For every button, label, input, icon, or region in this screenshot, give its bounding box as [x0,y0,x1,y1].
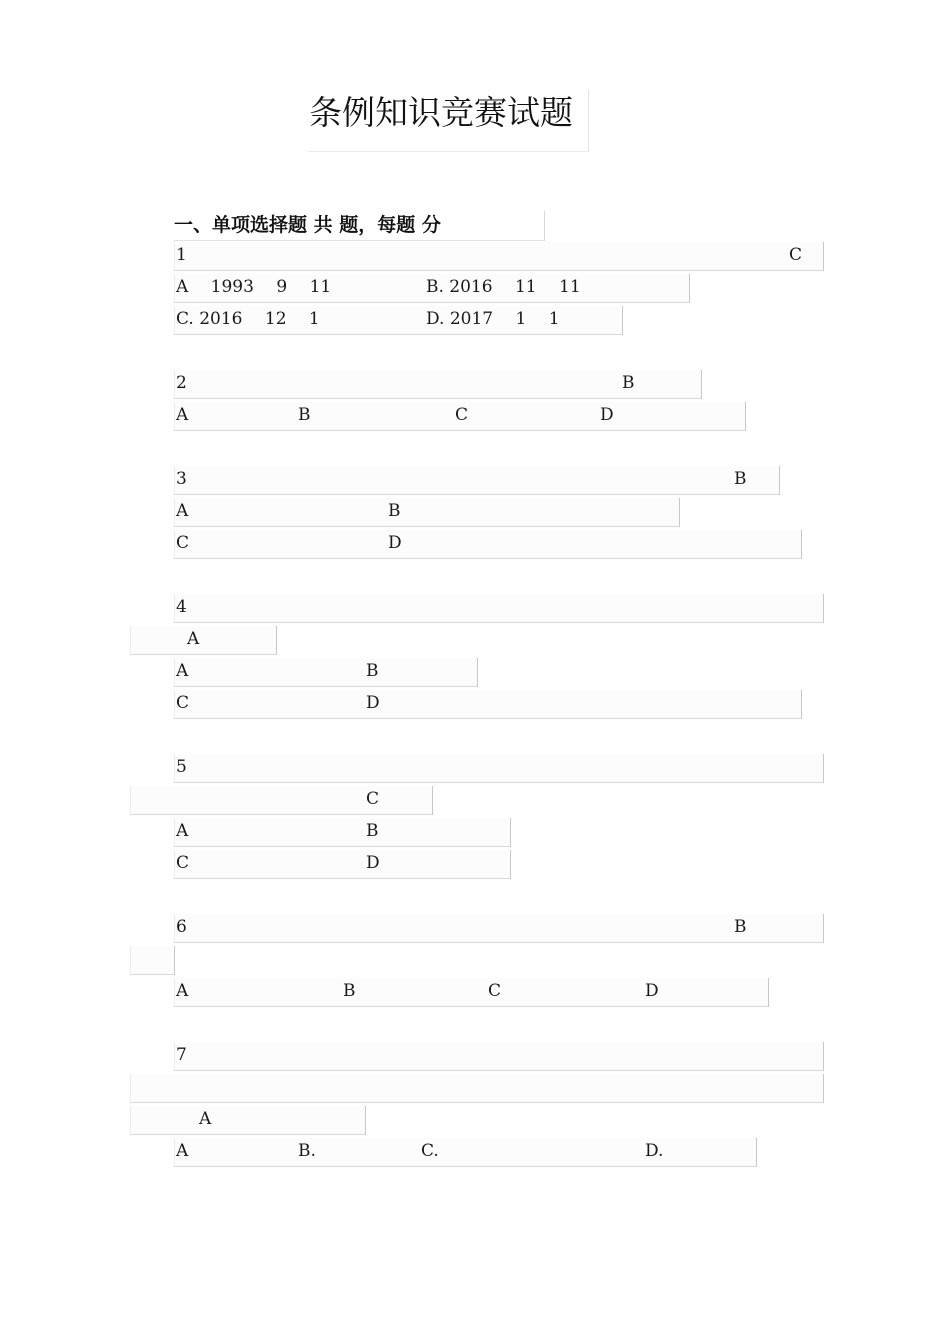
q5-options-ab [174,818,511,847]
q5-option-c: C [176,853,292,873]
q5-option-d: D [366,853,482,873]
q3-option-b: B [388,501,605,521]
q7-stem-end [130,1106,366,1135]
q1-option-b: B. 2016 11 11 [426,277,598,297]
q4-answer: A [187,629,256,649]
q6-options [174,978,769,1007]
q4-stem-continued [130,626,277,655]
q5-option-b: B [366,821,481,841]
q4-stem [174,594,824,623]
q6-stem [174,914,824,943]
section-heading: 一、单项选择题 共 题，每题 分 [174,211,545,241]
q1-options-cd [174,306,623,335]
q2-option-c: C [455,405,554,425]
q3-stem [174,466,780,495]
q1-text: 1 [176,245,459,265]
q7-stem-continued [130,1074,824,1103]
q5-text: 5 [176,757,680,777]
q5-options-cd [174,850,511,879]
q1-option-c: C. 2016 12 1 [176,309,337,329]
q6-stem-continued [130,946,175,975]
q4-option-c: C [176,693,241,713]
q1-options-ab [174,274,690,303]
q3-option-c: C [176,533,326,553]
q2-option-d: D [600,405,716,425]
q4-text-continued [132,626,166,653]
q5-text-continued [132,786,302,813]
q1-option-d: D. 2017 1 1 [426,309,577,329]
q2-option-b: B [298,405,396,425]
q5-answer: C [366,789,419,809]
q2-answer: B [622,373,674,393]
q6-option-c: C [488,981,587,1001]
q6-option-b: B [343,981,441,1001]
q7-stem [174,1042,824,1071]
q4-option-d: D [366,693,703,713]
q7-option-d: D. [645,1141,732,1161]
q7-option-b: B. [298,1141,356,1161]
q3-options-ab [174,498,680,527]
q5-stem-continued [130,786,433,815]
q4-options-ab [174,658,478,687]
q1-text-part [544,242,612,269]
q1-stem [174,242,824,271]
q6-text: 6 [176,917,595,937]
q4-options-cd [174,690,802,719]
q2-options [174,402,746,431]
q7-text-continued [132,1074,676,1101]
q3-text: 3 [176,469,595,489]
q3-answer: B [734,469,769,489]
page-title: 条例知识竞赛试题 [307,90,589,152]
q6-option-a: A [176,981,274,1001]
q4-text: 4 [176,597,680,617]
q5-option-a: A [176,821,291,841]
q1-answer: C [789,245,820,265]
q2-stem [174,370,702,399]
q3-options-cd [174,530,802,559]
q7-text: 7 [176,1045,680,1065]
q6-option-d: D [645,981,744,1001]
q2-text: 2 [176,373,510,393]
q1-text-part [627,242,712,269]
q6-answer: B [734,917,803,937]
q5-stem [174,754,824,783]
q4-option-b: B [366,661,430,681]
q3-option-d: D [388,533,708,553]
q7-option-a: A [176,1141,240,1161]
q1-text-part [758,242,775,269]
q6-text-continued [132,946,166,973]
q1-option-a: A 1993 9 11 [176,277,349,297]
q7-answer: A [199,1109,319,1129]
q4-option-a: A [176,661,240,681]
q3-option-a: A [176,501,257,521]
q7-text-end [132,1106,166,1133]
q7-options [174,1138,757,1167]
q2-option-a: A [176,405,240,425]
q7-option-c: C. [421,1141,564,1161]
